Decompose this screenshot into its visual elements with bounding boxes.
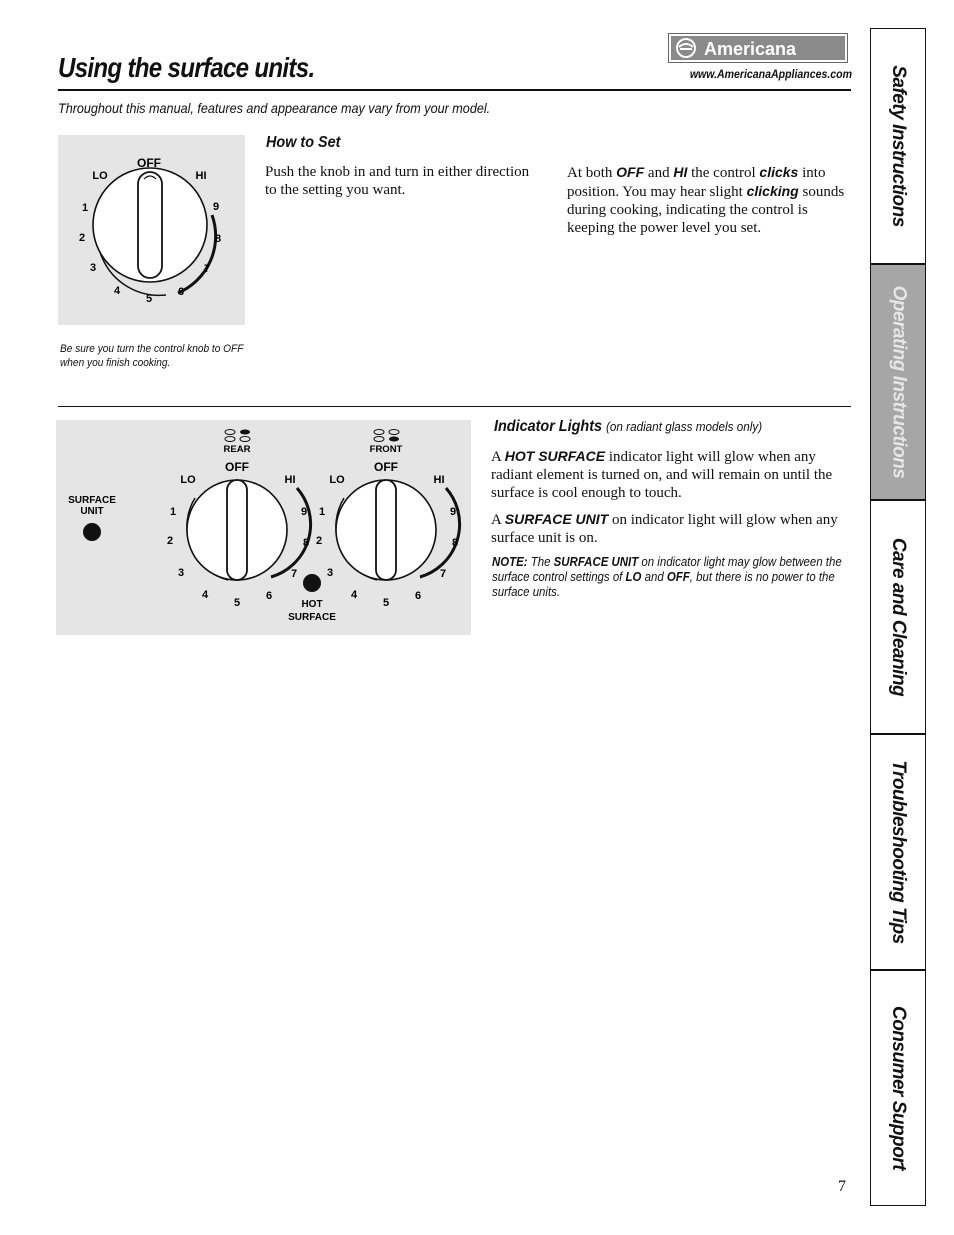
num-5: 5 <box>145 293 153 305</box>
tab-label: Consumer Support <box>888 1005 909 1171</box>
surface-unit-light <box>83 523 101 541</box>
front-num-6: 6 <box>414 590 422 602</box>
num-9: 9 <box>212 201 220 213</box>
num-6: 6 <box>177 286 185 298</box>
num-4: 4 <box>113 285 121 297</box>
front-position-icon <box>374 430 399 442</box>
rear-num-4: 4 <box>201 589 209 601</box>
rear-num-8: 8 <box>302 537 310 549</box>
label-lo: LO <box>92 170 108 182</box>
rear-position-icon <box>225 430 250 442</box>
surface-unit-text: A SURFACE UNIT on indicator light will glow when any surface unit is on. <box>491 511 838 546</box>
rear-label: REAR <box>223 444 251 455</box>
front-num-5: 5 <box>382 597 390 609</box>
how-to-set-text: Push the knob in and turn in either direction to the setting you want. <box>265 164 530 198</box>
dual-knob-panel <box>56 420 471 635</box>
surface-unit-label: SURFACE <box>68 495 116 506</box>
surface-unit-label-2: UNIT <box>80 506 104 517</box>
title-rule <box>58 89 851 91</box>
front-num-2: 2 <box>315 535 323 547</box>
knob-grip <box>138 172 162 278</box>
tab-consumer-support[interactable] <box>871 971 925 1205</box>
rear-off: OFF <box>225 460 249 474</box>
front-off: OFF <box>374 460 398 474</box>
rear-num-7: 7 <box>290 568 298 580</box>
num-7: 7 <box>203 263 211 275</box>
hot-surface-label-2: SURFACE <box>288 612 336 623</box>
rear-num-5: 5 <box>233 597 241 609</box>
knob-caption: Be sure you turn the control knob to OFF when you finish cooking. <box>60 343 244 369</box>
page-title: Using the surface units. <box>58 52 315 83</box>
front-num-9: 9 <box>449 506 457 518</box>
note-text: NOTE: The SURFACE UNIT on indicator light may glow between the surface control settings of LO and OFF, but there is no power to the surface units. <box>492 554 842 599</box>
tab-operating-instructions[interactable] <box>871 265 925 501</box>
front-label: FRONT <box>369 444 403 455</box>
control-knob-illustration <box>58 135 245 325</box>
rear-num-6: 6 <box>265 590 273 602</box>
section-rule <box>58 406 851 407</box>
knob-dial <box>58 135 245 325</box>
rear-num-1: 1 <box>169 506 177 518</box>
front-lo: LO <box>329 474 345 486</box>
section-tabs <box>870 28 926 1206</box>
website-url: www.AmericanaAppliances.com <box>689 67 852 81</box>
how-to-set-heading: How to Set <box>266 134 341 151</box>
hot-surface-text: A HOT SURFACE indicator light will glow when any radiant element is turned on, and will remain on until the surface is cool enough to touch. <box>491 448 833 501</box>
num-3: 3 <box>89 262 97 274</box>
front-num-4: 4 <box>350 589 358 601</box>
rear-num-9: 9 <box>300 506 308 518</box>
num-2: 2 <box>78 232 86 244</box>
click-positions-text: At both OFF and HI the control clicks into position. You may hear slight clicking sounds during cooking, indicating the control is keeping the power level you set. <box>567 164 845 236</box>
rear-knob <box>167 460 311 609</box>
tab-troubleshooting-tips[interactable] <box>871 735 925 971</box>
front-num-7: 7 <box>439 568 447 580</box>
rear-num-2: 2 <box>166 535 174 547</box>
front-num-3: 3 <box>326 567 334 579</box>
tab-label: Operating Instructions <box>888 285 909 479</box>
num-8: 8 <box>214 233 222 245</box>
indicator-lights-heading: Indicator Lights (on radiant glass models only) <box>494 418 763 435</box>
front-hi: HI <box>433 474 445 486</box>
front-num-1: 1 <box>318 506 326 518</box>
disclaimer: Throughout this manual, features and appearance may vary from your model. <box>58 100 491 116</box>
indicator-lights-illustration <box>56 420 471 635</box>
front-num-8: 8 <box>451 537 459 549</box>
hot-surface-light <box>303 574 321 592</box>
tab-label: Safety Instructions <box>888 65 910 227</box>
label-off: OFF <box>137 156 161 170</box>
page-number: 7 <box>838 1178 846 1195</box>
hot-surface-label: HOT <box>301 599 323 610</box>
americana-logo <box>668 33 848 63</box>
rear-hi: HI <box>284 474 296 486</box>
tab-label: Care and Cleaning <box>888 537 910 697</box>
front-knob <box>316 460 460 609</box>
tab-label: Troubleshooting Tips <box>888 760 909 944</box>
brand-name: Americana <box>704 39 797 59</box>
num-1: 1 <box>81 202 89 214</box>
tab-safety-instructions[interactable] <box>871 29 925 265</box>
label-hi: HI <box>195 170 207 182</box>
rear-num-3: 3 <box>177 567 185 579</box>
rear-lo: LO <box>180 474 196 486</box>
tab-care-and-cleaning[interactable] <box>871 501 925 735</box>
